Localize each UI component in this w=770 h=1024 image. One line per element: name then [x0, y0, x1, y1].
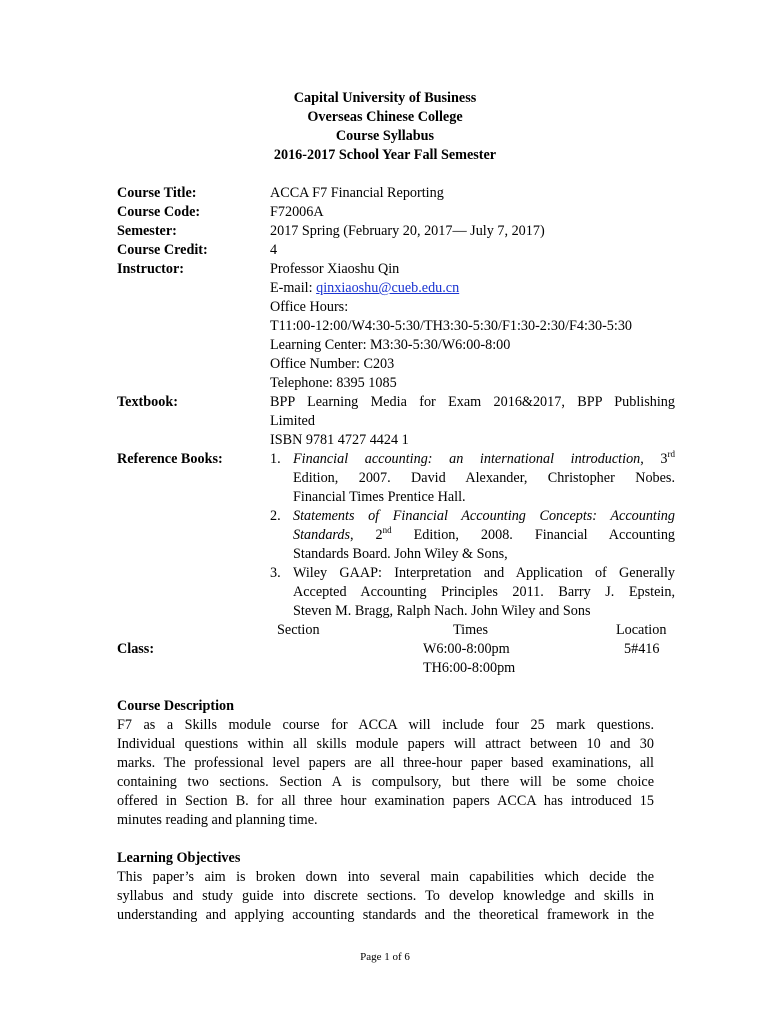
- office-number: Office Number: C203: [270, 356, 395, 372]
- reference-2-edition-suffix: nd: [382, 525, 392, 535]
- instructor-email-link[interactable]: qinxiaoshu@cueb.edu.cn: [316, 280, 460, 296]
- reference-3-number: 3.: [270, 565, 281, 581]
- reference-3-line-3: Steven M. Bragg, Ralph Nach. John Wiley and Sons: [293, 603, 591, 619]
- telephone: Telephone: 8395 1085: [270, 375, 397, 391]
- learning-center: Learning Center: M3:30-5:30/W6:00-8:00: [270, 337, 511, 353]
- reference-2-number: 2.: [270, 508, 281, 524]
- reference-1-edition-suffix: rd: [667, 449, 676, 459]
- textbook-line-2: Limited: [270, 413, 315, 429]
- class-table-times-header: Times: [453, 622, 488, 638]
- reference-1-line-1: [293, 450, 675, 469]
- reference-1-edition: , 3: [640, 451, 668, 467]
- semester-label: Semester:: [117, 223, 177, 239]
- class-table-section-header: Section: [277, 622, 320, 638]
- learning-objectives-line: understanding and applying accounting standards and the theoretical framework in the: [117, 907, 654, 923]
- header-college: Overseas Chinese College: [307, 109, 463, 125]
- reference-2-line-2: [293, 526, 675, 545]
- instructor-email-line: [270, 279, 459, 298]
- class-time-1: W6:00-8:00pm: [423, 641, 510, 657]
- textbook-line-1: BPP Learning Media for Exam 2016&2017, BPP Publishing: [270, 394, 675, 410]
- course-code-label: Course Code:: [117, 204, 201, 220]
- reference-3-line-1: Wiley GAAP: Interpretation and Application of Generally: [293, 565, 675, 581]
- learning-objectives-line: This paper’s aim is broken down into several main capabilities which decide the: [117, 869, 654, 885]
- header-document-type: Course Syllabus: [335, 128, 435, 144]
- reference-2-line-2-rest: Edition, 2008. Financial Accounting: [391, 527, 676, 543]
- reference-2-title-end: Standards: [293, 527, 351, 543]
- reference-1-number: 1.: [270, 451, 281, 467]
- reference-books-label: Reference Books:: [117, 451, 223, 467]
- instructor-name: Professor Xiaoshu Qin: [270, 261, 400, 277]
- course-description-line: minutes reading and planning time.: [117, 812, 318, 828]
- reference-2-line-3: Standards Board. John Wiley & Sons,: [293, 546, 508, 562]
- textbook-isbn: ISBN 9781 4727 4424 1: [270, 432, 409, 448]
- class-label: Class:: [117, 641, 155, 657]
- course-description-line: marks. The professional level papers are all three-hour paper based examinations, all: [117, 755, 654, 771]
- header-university: Capital University of Business: [293, 90, 477, 106]
- class-table-location-header: Location: [616, 622, 667, 638]
- course-credit-label: Course Credit:: [117, 242, 208, 258]
- reference-2-edition: , 2: [350, 527, 383, 543]
- course-description-line: Individual questions within all skills module papers will attract between 10 and 30: [117, 736, 654, 752]
- textbook-label: Textbook:: [117, 394, 178, 410]
- course-title-label: Course Title:: [117, 185, 197, 201]
- course-description-heading: Course Description: [117, 698, 235, 714]
- course-credit-value: 4: [270, 242, 278, 258]
- course-description-line: F7 as a Skills module course for ACCA will include four 25 mark questions.: [117, 717, 654, 733]
- office-hours-label: Office Hours:: [270, 299, 349, 315]
- office-hours-value: T11:00-12:00/W4:30-5:30/TH3:30-5:30/F1:30-2:30/F4:30-5:30: [270, 318, 633, 334]
- reference-1-line-2: Edition, 2007. David Alexander, Christopher Nobes.: [293, 470, 675, 486]
- course-description-line: containing two sections. Section A is compulsory, but there will be some choice: [117, 774, 654, 790]
- page-number: Page 1 of 6: [360, 951, 410, 963]
- reference-3-line-2: Accepted Accounting Principles 2011. Barry J. Epstein,: [293, 584, 675, 600]
- instructor-label: Instructor:: [117, 261, 184, 277]
- learning-objectives-line: syllabus and study guide into discrete sections. To develop knowledge and skills in: [117, 888, 654, 904]
- email-prefix: E-mail:: [270, 280, 317, 296]
- learning-objectives-paragraph: [117, 868, 654, 925]
- semester-value: 2017 Spring (February 20, 2017— July 7, 2017): [270, 223, 545, 239]
- class-time-2: TH6:00-8:00pm: [423, 660, 516, 676]
- learning-objectives-heading: Learning Objectives: [117, 850, 241, 866]
- header-semester: 2016-2017 School Year Fall Semester: [273, 147, 497, 163]
- course-description-line: offered in Section B. for all three hour examination papers ACCA has introduced 15: [117, 793, 654, 809]
- course-code-value: F72006A: [270, 204, 324, 220]
- reference-1-line-3: Financial Times Prentice Hall.: [293, 489, 466, 505]
- reference-2-line-1: Statements of Financial Accounting Concepts: Accounting: [293, 508, 675, 524]
- reference-1-title: Financial accounting: an international introduction: [293, 451, 641, 467]
- course-title-value: ACCA F7 Financial Reporting: [270, 185, 444, 201]
- class-location: 5#416: [624, 641, 660, 657]
- course-description-paragraph: [117, 716, 654, 830]
